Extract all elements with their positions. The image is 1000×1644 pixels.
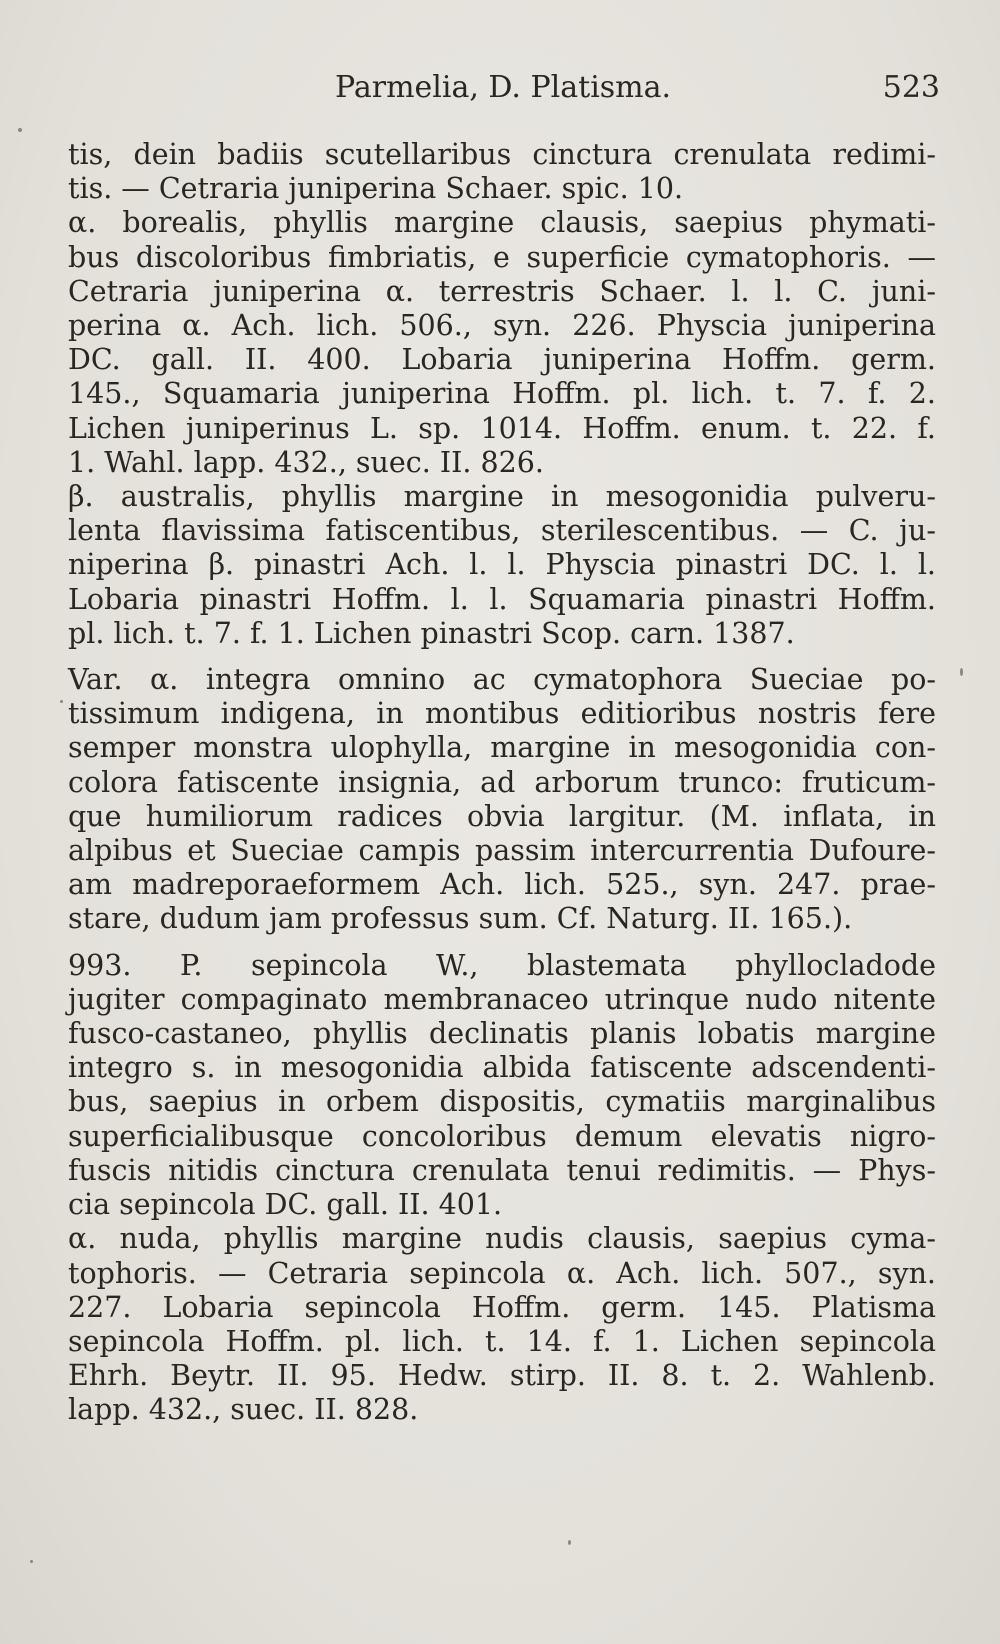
text-line: α. nuda, phyllis margine nudis clausis, saepius cyma- (68, 1222, 936, 1256)
text-line: superficialibusque concoloribus demum elevatis nigro- (68, 1119, 936, 1153)
text-line: bus discoloribus fimbriatis, e superficie cymatophoris. — (68, 240, 936, 274)
text-line: semper monstra ulophylla, margine in mesogonidia con- (68, 731, 936, 765)
page-number: 523 (882, 70, 940, 105)
text-line: 227. Lobaria sepincola Hoffm. germ. 145. Platisma (68, 1290, 936, 1324)
text-line: que humiliorum radices obvia largitur. (M. inflata, in (68, 799, 936, 833)
paragraph (68, 138, 936, 206)
text-line: tissimum indigena, in montibus editioribus nostris fere (68, 697, 936, 731)
paper-speck (30, 1560, 33, 1563)
text-line: α. borealis, phyllis margine clausis, saepius phymati- (68, 206, 936, 240)
paper-speck (960, 668, 963, 676)
paper-speck (60, 700, 63, 703)
text-line: niperina β. pinastri Ach. l. l. Physcia pinastri DC. l. l. (68, 548, 936, 582)
text-line: 1. Wahl. lapp. 432., suec. II. 826. (68, 445, 544, 479)
text-line: Cetraria juniperina α. terrestris Schaer. l. l. C. juni- (68, 274, 936, 308)
running-head: Parmelia, D. Platisma. (335, 70, 672, 105)
paragraph-gap (68, 937, 936, 949)
text-line: stare, dudum jam professus sum. Cf. Naturg. II. 165.). (68, 902, 853, 936)
text-line: lapp. 432., suec. II. 828. (68, 1393, 419, 1427)
text-line: fuscis nitidis cinctura crenulata tenui redimitis. — Phys- (68, 1153, 936, 1187)
paragraph (68, 663, 936, 937)
text-line: alpibus et Sueciae campis passim intercurrentia Dufoure- (68, 834, 936, 868)
text-line: Ehrh. Beytr. II. 95. Hedw. stirp. II. 8. t. 2. Wahlenb. (68, 1359, 936, 1393)
text-line: Lobaria pinastri Hoffm. l. l. Squamaria pinastri Hoffm. (68, 582, 936, 616)
paper-speck (18, 128, 22, 132)
text-line: sepincola Hoffm. pl. lich. t. 14. f. 1. Lichen sepincola (68, 1324, 936, 1358)
text-line: tis, dein badiis scutellaribus cinctura crenulata redimi- (68, 138, 936, 171)
text-line: cia sepincola DC. gall. II. 401. (68, 1188, 503, 1222)
text-line: jugiter compaginato membranaceo utrinque nudo nitente (68, 982, 936, 1016)
text-line: DC. gall. II. 400. Lobaria juniperina Hoffm. germ. (68, 343, 936, 377)
text-line: tophoris. — Cetraria sepincola α. Ach. lich. 507., syn. (68, 1256, 936, 1290)
text-line: perina α. Ach. lich. 506., syn. 226. Physcia juniperina (68, 309, 936, 343)
text-line: Lichen juniperinus L. sp. 1014. Hoffm. enum. t. 22. f. (68, 411, 936, 445)
paragraph (68, 206, 936, 480)
paper-speck (568, 1540, 571, 1545)
text-line: Var. α. integra omnino ac cymatophora Sueciae po- (68, 663, 936, 697)
text-line: pl. lich. t. 7. f. 1. Lichen pinastri Scop. carn. 1387. (68, 616, 795, 650)
text-line: fusco-castaneo, phyllis declinatis planis lobatis margine (68, 1017, 936, 1051)
paragraph (68, 949, 936, 1223)
text-line: am madreporaeformem Ach. lich. 525., syn. 247. prae- (68, 868, 936, 902)
text-line: lenta flavissima fatiscentibus, sterilescentibus. — C. ju- (68, 514, 936, 548)
text-line: colora fatiscente insignia, ad arborum trunco: fruticum- (68, 765, 936, 799)
paragraph (68, 480, 936, 651)
text-line: tis. — Cetraria juniperina Schaer. spic. 10. (68, 172, 684, 206)
text-line: integro s. in mesogonidia albida fatiscente adscendenti- (68, 1051, 936, 1085)
text-line: β. australis, phyllis margine in mesogonidia pulveru- (68, 480, 936, 514)
paragraph (68, 1222, 936, 1427)
text-line: bus, saepius in orbem dispositis, cymatiis marginalibus (68, 1085, 936, 1119)
page-header (60, 70, 940, 110)
paragraph-gap (68, 651, 936, 663)
body-text (68, 138, 936, 1428)
text-line: 145., Squamaria juniperina Hoffm. pl. lich. t. 7. f. 2. (68, 377, 936, 411)
text-line: 993. P. sepincola W., blastemata phyllocladode (68, 948, 936, 982)
